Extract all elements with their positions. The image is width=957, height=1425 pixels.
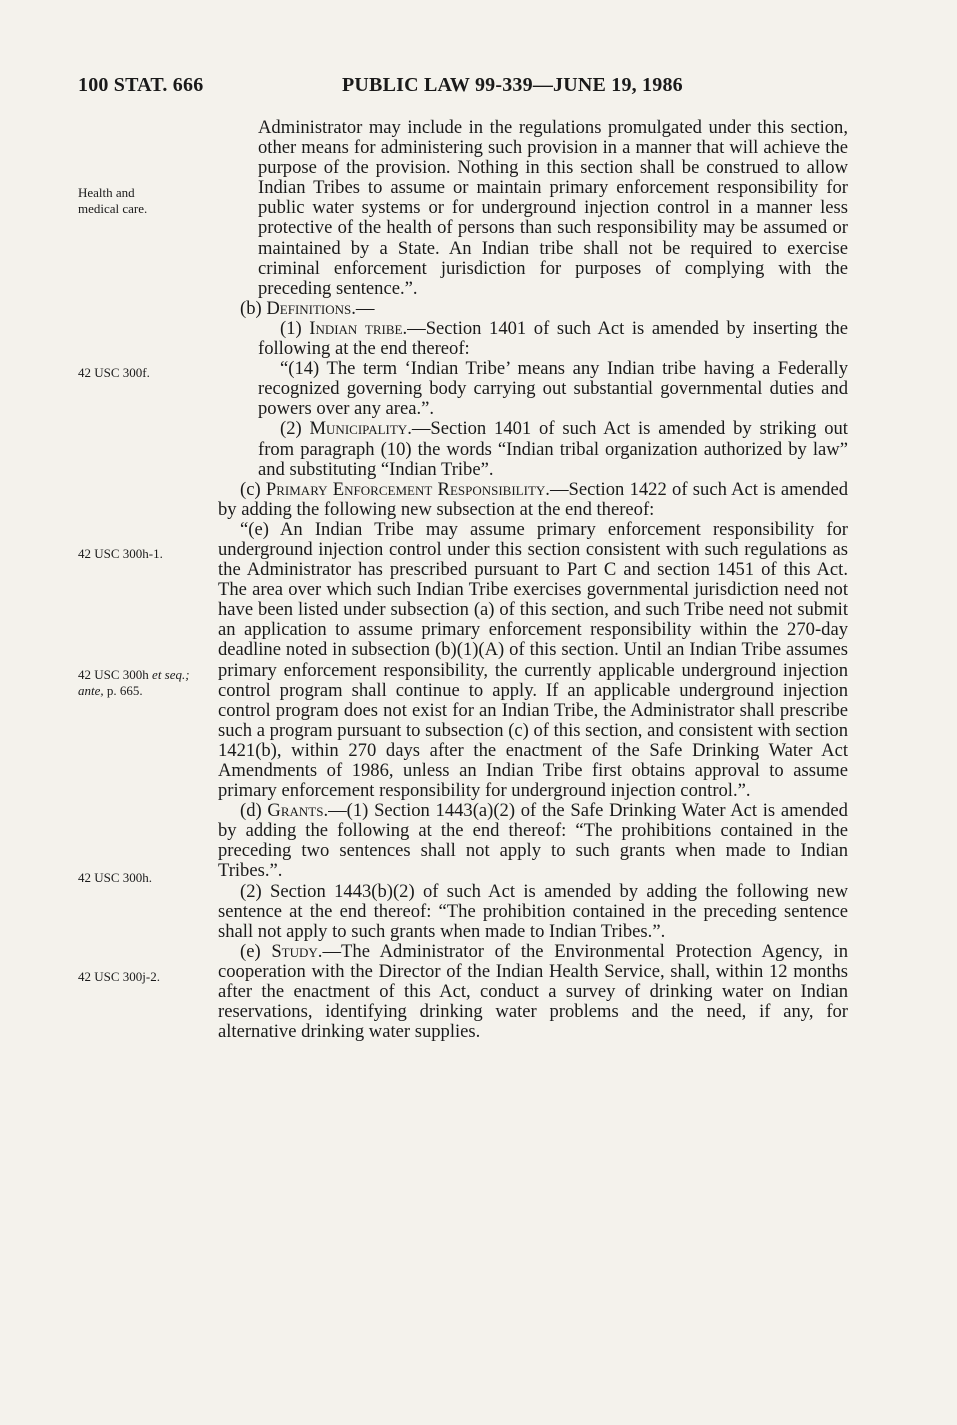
paragraph-b1-text: .—Section 1401 of such Act is amended by inserting the following at the end thereof: (258, 317, 848, 360)
margin-note-usc-300h-et-seq (78, 667, 208, 699)
subsection-c-heading: Primary Enforcement Responsibility (265, 478, 546, 500)
stat-page-number: 100 STAT. 666 (78, 74, 204, 96)
paragraph-d2: (2) Section 1443(b)(2) of such Act is amended by adding the following new sentence at the end thereof: “The prohibition contained in the preceding sentence shall not apply to such grants when made to Indian Tribes.”. (218, 880, 848, 942)
paragraph-regulations: Administrator may include in the regulations promulgated under this section, other means for administering such provision in a manner that will achieve the purpose of the provision. Nothing in this section shall be construed to allow Indian Tribes to assume or maintain primary enforcement responsibility for public water systems or for underground injection control in a manner less protective of the health of persons than such responsibility may be assumed or maintained by a State. An Indian tribe shall not be required to exercise criminal enforcement jurisdiction for purposes of complying with the preceding sentence.”. (258, 117, 848, 299)
subsection-e-text: .—The Administrator of the Environmental Protection Agency, in cooperation with the Director of the Indian Health Service, shall, within 12 months after the enactment of this Act, conduct a survey of drinking water on Indian reservations, identifying drinking water problems and the need, if any, for alternative drinking water supplies. (218, 940, 848, 1043)
subsection-b-dash: .— (351, 297, 375, 319)
law-body-text (218, 118, 848, 1042)
subsection-b-label: (b) (240, 297, 267, 319)
margin-note-usc-300f: 42 USC 300f. (78, 365, 150, 380)
margin-note-usc-300h-1: 42 USC 300h-1. (78, 546, 163, 561)
paragraph-b2-heading: Municipality (309, 418, 408, 440)
quote-c-subsection-e: “(e) An Indian Tribe may assume primary enforcement responsibility for underground injection control under this section consistent with such regulations as the Administrator has prescribed pursuant to Part C and section 1451 of this Act. The area over which such Indian Tribe exercises governmental jurisdiction need not have been listed under subsection (a) of this section, and such Tribe need not submit an application to assume primary enforcement responsibility within the 270-day deadline noted in subsection (b)(1)(A) of this section. Until an Indian Tribe assumes primary enforcement responsibility, the currently applicable underground injection control program shall continue to apply. If an applicable underground injection control program does not exist for an Indian Tribe, the Administrator shall prescribe such a program pursuant to subsection (c) of this section, and consistent with section 1421(b), within 270 days after the enactment of the Safe Drinking Water Act Amendments of 1986, unless an Indian Tribe first obtains approval to assume primary enforcement responsibility for underground injection control.”. (218, 518, 848, 802)
margin-note-usc-300h-et-post: p. 665. (103, 683, 143, 698)
subsection-c-text: .—Section 1422 of such Act is amended by adding the following new subsection at the end thereof: (218, 478, 849, 520)
margin-note-usc-300j-2: 42 USC 300j-2. (78, 969, 160, 984)
paragraph-b2-text: .—Section 1401 of such Act is amended by striking out from paragraph (10) the words “Indian tribal organization authorized by law” and substituting “Indian Tribe”. (258, 418, 848, 480)
subsection-d-heading: Grants (267, 800, 324, 822)
paragraph-b2-municipality (218, 419, 848, 479)
quote-b1-definition: “(14) The term ‘Indian Tribe’ means any Indian tribe having a Federally recognized governing body carrying out substantial governmental duties and powers over any area.”. (258, 358, 848, 420)
subsection-d-grants (218, 801, 848, 881)
margin-note-usc-300h: 42 USC 300h. (78, 870, 153, 885)
paragraph-b2-label: (2) (280, 418, 310, 440)
subsection-e-heading: Study (271, 940, 318, 962)
law-title: PUBLIC LAW 99-339—JUNE 19, 1986 (342, 74, 683, 96)
subsection-c-label: (c) (240, 478, 266, 500)
margin-note-usc-300h-et-pre: 42 USC 300h (78, 667, 153, 682)
subsection-e-label: (e) (240, 940, 272, 962)
margin-note-health: Health and medical care. (78, 185, 148, 216)
subsection-c-primary-enforcement (218, 480, 848, 520)
paragraph-b1-label: (1) (280, 317, 310, 339)
margin-note-usc-300h-et-italic: et seq.; ante, (78, 667, 190, 698)
subsection-e-study (218, 942, 848, 1042)
paragraph-b1-heading: Indian tribe (309, 317, 403, 339)
subsection-d-label: (d) (240, 800, 268, 822)
paragraph-b1-indian-tribe (218, 319, 848, 359)
subsection-d-text: .—(1) Section 1443(a)(2) of the Safe Drinking Water Act is amended by adding the following at the end thereof: “The prohibitions contained in the preceding two sentences shall not apply to such grants when made to Indian Tribes.”. (218, 800, 848, 882)
subsection-b-definitions (218, 299, 848, 319)
subsection-b-heading: Definitions (266, 297, 352, 319)
